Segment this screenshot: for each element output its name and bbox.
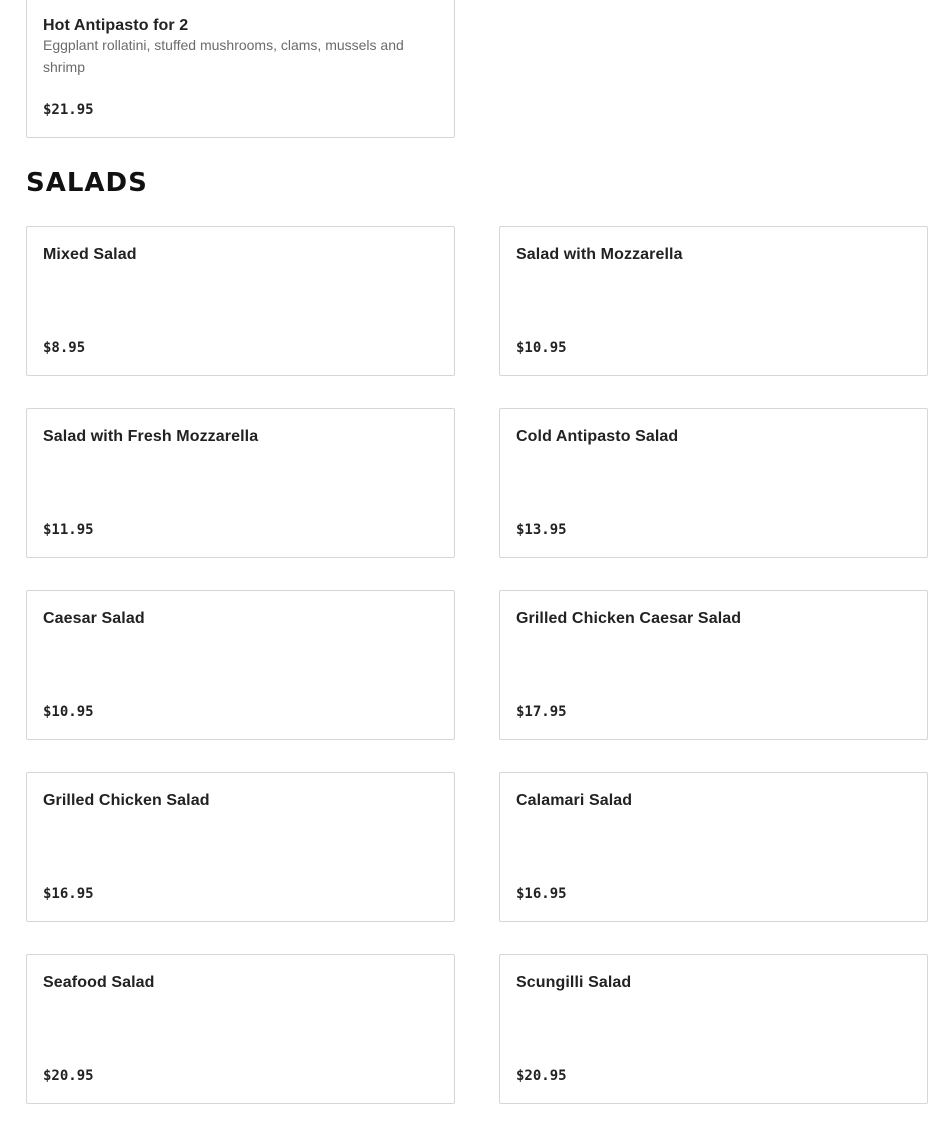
menu-item-price: $20.95 <box>43 1068 94 1084</box>
menu-item-price: $20.95 <box>516 1068 567 1084</box>
menu-item-price: $16.95 <box>516 886 567 902</box>
menu-item-card[interactable] <box>499 954 928 1104</box>
menu-item-name: Grilled Chicken Caesar Salad <box>516 610 742 627</box>
menu-item-card[interactable] <box>26 0 455 138</box>
menu-item-card[interactable] <box>26 772 455 922</box>
menu-item-name: Cold Antipasto Salad <box>516 428 679 445</box>
menu-item-price: $21.95 <box>43 102 94 118</box>
menu-item-name: Mixed Salad <box>43 246 137 263</box>
menu-item-description: Eggplant rollatini, stuffed mushrooms, clams, mussels and shrimp <box>43 37 404 75</box>
menu-item-card[interactable] <box>499 590 928 740</box>
menu-item-card[interactable] <box>499 226 928 376</box>
menu-item-name: Hot Antipasto for 2 <box>43 17 189 34</box>
menu-item-name: Seafood Salad <box>43 974 155 991</box>
menu-item-card[interactable] <box>26 408 455 558</box>
section-title: SALADS <box>26 168 148 198</box>
menu-item-name: Grilled Chicken Salad <box>43 792 210 809</box>
menu-item-price: $10.95 <box>516 340 567 356</box>
menu-item-name: Salad with Mozzarella <box>516 246 683 263</box>
menu-item-name: Salad with Fresh Mozzarella <box>43 428 259 445</box>
menu-item-name: Calamari Salad <box>516 792 633 809</box>
menu-item-card[interactable] <box>26 954 455 1104</box>
menu-item-price: $11.95 <box>43 522 94 538</box>
menu-item-price: $17.95 <box>516 704 567 720</box>
menu-item-price: $13.95 <box>516 522 567 538</box>
menu-item-name: Scungilli Salad <box>516 974 632 991</box>
menu-item-price: $16.95 <box>43 886 94 902</box>
menu-item-name: Caesar Salad <box>43 610 145 627</box>
menu-item-card[interactable] <box>499 408 928 558</box>
menu-item-card[interactable] <box>26 226 455 376</box>
menu-item-price: $10.95 <box>43 704 94 720</box>
menu-item-card[interactable] <box>26 590 455 740</box>
menu-item-price: $8.95 <box>43 340 86 356</box>
menu-item-card[interactable] <box>499 772 928 922</box>
